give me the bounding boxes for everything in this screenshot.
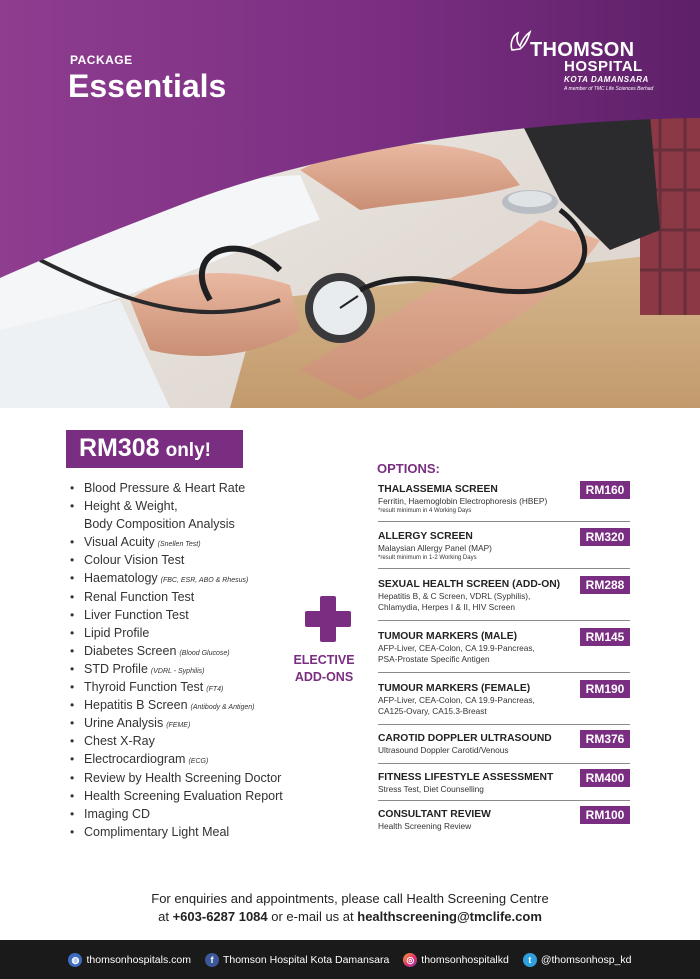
bullet-icon: • <box>70 698 75 713</box>
option-name: TUMOUR MARKERS (FEMALE) <box>378 683 531 694</box>
price-amount: RM308 <box>79 434 160 462</box>
test-item <box>70 732 310 750</box>
option-divider <box>378 568 630 569</box>
bullet-icon: • <box>70 643 75 658</box>
test-note: (Snellen Test) <box>157 541 201 549</box>
option-price-badge: RM400 <box>580 769 630 787</box>
option-description: Ultrasound Doppler Carotid/Venous <box>378 745 509 755</box>
option-divider <box>378 620 630 621</box>
thomson-hospital-logo <box>508 30 668 102</box>
option-description: Health Screening Review <box>378 821 472 831</box>
test-note: (FEME) <box>166 722 191 730</box>
social-footer <box>0 940 700 979</box>
option-note: *result minimum in 4 Working Days <box>378 508 472 514</box>
footer-twitter-text: @thomsonhosp_kd <box>540 953 632 966</box>
contact-line2 <box>0 908 700 926</box>
option-item <box>378 578 630 613</box>
footer-instagram-text: thomsonhospitalkd <box>421 953 509 966</box>
option-name: SEXUAL HEALTH SCREEN (ADD-ON) <box>378 579 561 590</box>
test-label: Urine Analysis <box>84 716 164 731</box>
option-description: Ferritin, Haemoglobin Electrophoresis (HBEP) <box>378 496 548 506</box>
bullet-icon: • <box>70 734 75 749</box>
contact-info <box>0 890 700 926</box>
test-item <box>70 533 310 551</box>
option-price-badge: RM288 <box>580 576 630 594</box>
test-item <box>70 787 310 805</box>
test-item <box>70 551 310 569</box>
option-name: THALASSEMIA SCREEN <box>378 484 498 495</box>
elective-line1: ELECTIVE <box>293 653 355 667</box>
test-note: (Antibody & Antigen) <box>190 704 255 712</box>
test-note: (FT4) <box>206 686 224 694</box>
option-name: ALLERGY SCREEN <box>378 531 473 542</box>
test-item <box>70 678 310 696</box>
bullet-icon: • <box>70 806 75 821</box>
contact-email[interactable]: healthscreening@tmclife.com <box>357 909 542 924</box>
option-description: Stress Test, Diet Counselling <box>378 784 484 794</box>
bullet-icon: • <box>70 499 75 514</box>
test-note: (VDRL - Syphilis) <box>150 667 205 675</box>
test-label: Blood Pressure & Heart Rate <box>84 481 246 495</box>
option-item <box>378 630 630 665</box>
option-item <box>378 682 630 717</box>
logo-line-hospital: HOSPITAL <box>564 58 643 75</box>
footer-facebook[interactable] <box>205 953 389 967</box>
option-divider <box>378 763 630 764</box>
package-title: Essentials <box>68 68 227 104</box>
contact-line1: For enquiries and appointments, please call Health Screening Centre <box>151 891 549 906</box>
test-item <box>70 479 310 497</box>
test-label: Colour Vision Test <box>84 553 185 568</box>
test-label: Visual Acuity <box>84 535 155 550</box>
test-label: Lipid Profile <box>84 625 150 640</box>
test-label-line2: Body Composition Analysis <box>84 517 235 532</box>
test-item <box>70 769 310 787</box>
option-price-badge: RM376 <box>580 730 630 748</box>
option-price-badge: RM160 <box>580 481 630 499</box>
bullet-icon: • <box>70 589 75 604</box>
included-tests-list <box>70 479 310 841</box>
bullet-icon: • <box>70 571 75 586</box>
option-price-badge: RM320 <box>580 528 630 546</box>
bullet-icon: • <box>70 824 75 839</box>
logo-line-thomson: THOMSON <box>530 39 635 61</box>
footer-website[interactable] <box>68 953 190 967</box>
test-item <box>70 805 310 823</box>
options-heading: OPTIONS: <box>377 461 440 476</box>
test-label: Electrocardiogram <box>84 752 186 767</box>
option-name: CONSULTANT REVIEW <box>378 809 491 820</box>
hero-section <box>0 0 700 408</box>
test-label: Review by Health Screening Doctor <box>84 770 282 785</box>
price-badge <box>66 430 243 468</box>
option-item <box>378 771 630 795</box>
option-description: AFP-Liver, CEA-Colon, CA 19.9-Pancreas, CA125-Ovary, CA15.3-Breast <box>378 695 535 716</box>
test-label: Haematology <box>84 571 158 586</box>
price-suffix: only! <box>165 440 211 461</box>
test-item <box>70 750 310 768</box>
option-note: *result minimum in 1-2 Working Days <box>378 555 477 561</box>
option-name: FITNESS LIFESTYLE ASSESSMENT <box>378 772 554 783</box>
bullet-icon: • <box>70 752 75 767</box>
bullet-icon: • <box>70 553 75 568</box>
test-item <box>70 624 310 642</box>
elective-line2: ADD-ONS <box>294 670 354 684</box>
bullet-icon: • <box>70 770 75 785</box>
elective-addons-label <box>278 652 370 686</box>
logo-line-location: KOTA DAMANSARA <box>564 75 649 84</box>
package-label: PACKAGE <box>70 53 133 67</box>
test-note: (FBC, ESR, ABO & Rhesus) <box>160 577 249 585</box>
test-label: Thyroid Function Test <box>84 680 204 695</box>
option-divider <box>378 521 630 522</box>
test-label: Height & Weight, <box>84 499 178 514</box>
option-price-badge: RM100 <box>580 806 630 824</box>
footer-instagram[interactable] <box>403 953 509 967</box>
bullet-icon: • <box>70 481 75 495</box>
contact-or-email: or e-mail us at <box>271 909 354 924</box>
test-item <box>70 569 310 587</box>
test-label: STD Profile <box>84 661 148 676</box>
twitter-icon: t <box>523 953 537 967</box>
test-label: Chest X-Ray <box>84 734 155 749</box>
test-item <box>70 660 310 678</box>
option-item <box>378 808 630 832</box>
test-item <box>70 714 310 732</box>
bullet-icon: • <box>70 535 75 550</box>
test-item <box>70 642 310 660</box>
test-note: (ECG) <box>188 758 209 766</box>
test-label: Liver Function Test <box>84 607 189 622</box>
footer-facebook-text: Thomson Hospital Kota Damansara <box>222 953 390 966</box>
option-item <box>378 483 630 515</box>
bullet-icon: • <box>70 607 75 622</box>
bullet-icon: • <box>70 680 75 695</box>
facebook-icon: f <box>205 953 219 967</box>
butterfly-icon <box>508 30 532 52</box>
bullet-icon: • <box>70 788 75 803</box>
test-label: Health Screening Evaluation Report <box>84 788 283 803</box>
footer-twitter[interactable] <box>523 953 632 967</box>
test-item <box>70 588 310 606</box>
test-label: Complimentary Light Meal <box>84 824 230 839</box>
test-label: Hepatitis B Screen <box>84 698 188 713</box>
bullet-icon: • <box>70 716 75 731</box>
option-name: TUMOUR MARKERS (MALE) <box>378 631 517 642</box>
option-description: Malaysian Allergy Panel (MAP) <box>378 543 492 553</box>
bullet-icon: • <box>70 625 75 640</box>
test-note: (Blood Glucose) <box>179 649 230 657</box>
option-price-badge: RM190 <box>580 680 630 698</box>
option-description: Hepatitis B, & C Screen, VDRL (Syphilis), Chlamydia, Herpes I & II, HIV Screen <box>378 591 531 612</box>
option-item <box>378 732 630 756</box>
instagram-icon: ◎ <box>403 953 417 967</box>
test-item <box>70 823 310 841</box>
contact-phone[interactable]: +603-6287 1084 <box>172 909 268 924</box>
test-label: Imaging CD <box>84 806 150 821</box>
test-label: Renal Function Test <box>84 589 195 604</box>
footer-website-text: thomsonhospitals.com <box>86 953 191 966</box>
test-item <box>70 606 310 624</box>
option-name: CAROTID DOPPLER ULTRASOUND <box>378 733 552 744</box>
bullet-icon: • <box>70 661 75 676</box>
test-item <box>70 696 310 714</box>
test-item <box>70 497 310 533</box>
plus-icon <box>305 596 351 642</box>
option-item <box>378 530 630 562</box>
contact-at: at <box>158 909 169 924</box>
test-label: Diabetes Screen <box>84 643 177 658</box>
logo-tagline: A member of TMC Life Sciences Berhad <box>564 86 654 92</box>
option-divider <box>378 800 630 801</box>
option-divider <box>378 672 630 673</box>
option-divider <box>378 724 630 725</box>
option-price-badge: RM145 <box>580 628 630 646</box>
globe-icon: ◍ <box>68 953 82 967</box>
option-description: AFP-Liver, CEA-Colon, CA 19.9-Pancreas, PSA-Prostate Specific Antigen <box>378 643 535 664</box>
